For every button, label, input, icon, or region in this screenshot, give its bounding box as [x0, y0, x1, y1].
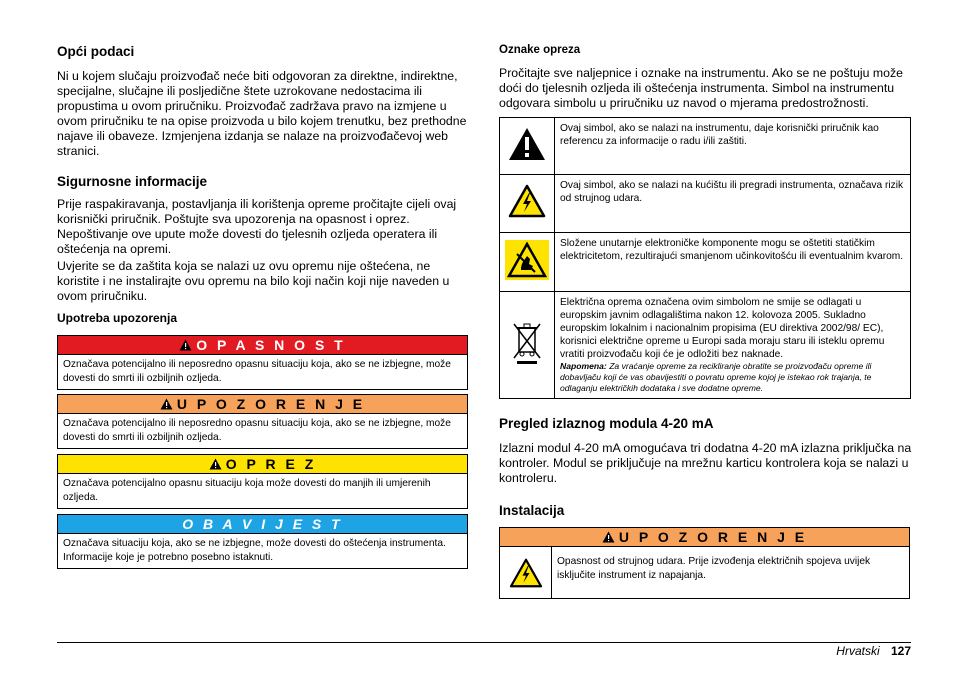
esd-icon — [500, 233, 555, 292]
install-warning-body — [500, 547, 909, 598]
warning-triangle-icon — [209, 458, 222, 470]
notice-text: Označava situaciju koja, ako se ne izbjegne, može dovesti do oštećenja instrumenta. Informacije koje je potrebno posebno istaknuti. — [63, 538, 446, 563]
install-heading: Instalacija — [499, 503, 565, 518]
notice-label: O B A V I J E S T — [182, 516, 343, 532]
note-label: Napomena: — [560, 361, 607, 371]
symbol-row — [500, 118, 911, 175]
general-heading: Opći podaci — [57, 44, 135, 59]
warning-text: Označava potencijalno ili neposredno opasnu situaciju koja, ako se ne izbjegne, može dovesti do smrti ili ozbiljnih ozljeda. — [63, 418, 451, 443]
general-warning-icon — [500, 118, 555, 175]
hazard-heading: Upotreba upozorenja — [57, 311, 178, 325]
symbol-row — [500, 292, 911, 399]
warning-box — [57, 394, 468, 449]
symbols-table — [499, 117, 911, 399]
labels-text: Pročitajte sve naljepnice i oznake na instrumentu. Ako se ne poštuju može doći do tjelesnih ozljeda ili oštećenja instrumenta. Simbol na instrumentu odgovara simbolu u priručniku uz navod o mjerama predostrožnosti. — [499, 66, 903, 110]
warning-triangle-icon — [179, 339, 192, 351]
warning-triangle-icon — [602, 531, 615, 543]
symbol-text: Ovaj simbol, ako se nalazi na instrumentu, daje korisnički priručnik kao referencu za informacije o radu i/ili zaštiti. — [555, 118, 911, 175]
symbol-row — [500, 233, 911, 292]
install-warning-bar — [500, 528, 909, 547]
weee-note — [560, 361, 905, 394]
danger-box — [57, 335, 468, 390]
caution-label: O P R E Z — [225, 456, 317, 472]
notice-box — [57, 514, 468, 569]
overview-text: Izlazni modul 4-20 mA omogućava tri dodatna 4-20 mA izlazna priključka na kontroler. Modul se priključuje na mrežnu karticu kontrolera koja se nalazi u kontroleru. — [499, 441, 912, 485]
caution-bar — [58, 455, 467, 474]
page-number: 127 — [890, 644, 911, 658]
notice-bar — [58, 515, 467, 534]
warning-label: U P O Z O R E N J E — [176, 396, 366, 412]
symbol-text: Složene unutarnje elektroničke komponente mogu se oštetiti statičkim elektricitetom, rezultirajući smanjenom učinkovitošću ili eventualnim kvarom. — [555, 233, 911, 292]
symbol-text-weee — [555, 292, 911, 399]
footer-divider — [57, 642, 911, 643]
electric-shock-icon — [500, 175, 555, 233]
footer-language: Hrvatski — [836, 644, 880, 658]
overview-heading: Pregled izlaznog modula 4-20 mA — [499, 416, 714, 431]
weee-text: Električna oprema označena ovim simbolom ne smije se odlagati u europskim javnim odlagalištima nakon 12. kolovoza 2005. Sukladno europskim lokalnim i nacionalnim propisima (EU direktiva 2002/98/ EC), korisnici električne opreme u Europi sada moraju staru ili isteklu opremu vratiti proizvođaču koji će je odložiti bez naknade. — [560, 297, 885, 360]
danger-text: Označava potencijalno ili neposredno opasnu situaciju koja, ako se ne izbjegne, može dovesti do smrti ili ozbiljnih ozljeda. — [63, 359, 451, 384]
install-warning-text: Opasnost od strujnog udara. Prije izvođenja električnih spojeva uvijek isključite instrument iz napajanja. — [557, 556, 871, 581]
general-text: Ni u kojem slučaju proizvođač neće biti odgovoran za direktne, indirektne, specijalne, slučajne ili posljedične štete uzrokovane nedostacima ili propustima u ovom priručniku. Proizvođač zadržava pravo na izmjene u ovom priručniku te na opise proizvoda u bilo kojem trenutku, bez prethodne najave ili obaveze. Izmjenjena izdanja se nalaze na proizvođačevoj web stranici. — [57, 69, 467, 158]
warning-triangle-icon — [160, 398, 173, 410]
danger-bar — [58, 336, 467, 355]
symbol-row — [500, 175, 911, 233]
safety-heading: Sigurnosne informacije — [57, 174, 208, 189]
note-text: Za vraćanje opreme za recikliranje obratite se proizvođaču opreme ili dobavljaču koji će vas obavijestiti o povratu opreme kojoj je istekao rok trajanja, te odlaganju električkih dodataka i sve dodatne opreme. — [560, 361, 872, 393]
safety-text-1: Prije raspakiravanja, postavljanja ili korištenja opreme pročitajte cijeli ovaj korisnički priručnik. Poštujte sva upozorenja na opasnost i oprez. Nepoštivanje ove upute može dovesti do tjelesnih ozljeda operatera ili oštećenja na opremi. — [57, 197, 457, 256]
labels-heading: Oznake opreza — [499, 44, 581, 56]
warning-bar — [58, 395, 467, 414]
weee-bin-icon — [500, 292, 555, 399]
danger-label: O P A S N O S T — [196, 337, 346, 353]
electric-shock-icon — [500, 547, 552, 598]
caution-text: Označava potencijalno opasnu situaciju koja može dovesti do manjih ili umjerenih ozljeda. — [63, 478, 431, 503]
footer — [836, 644, 911, 658]
caution-box — [57, 454, 468, 509]
symbol-text: Ovaj simbol, ako se nalazi na kućištu ili pregradi instrumenta, označava rizik od strujnog udara. — [555, 175, 911, 233]
install-warning-box — [499, 527, 910, 599]
safety-text-2: Uvjerite se da zaštita koja se nalazi uz ovu opremu nije oštećena, ne koristite i ne instalirajte ovu opremu na bilo koji način koji nije naveden u ovom priručniku. — [57, 259, 450, 303]
install-warning-label: U P O Z O R E N J E — [618, 529, 808, 545]
